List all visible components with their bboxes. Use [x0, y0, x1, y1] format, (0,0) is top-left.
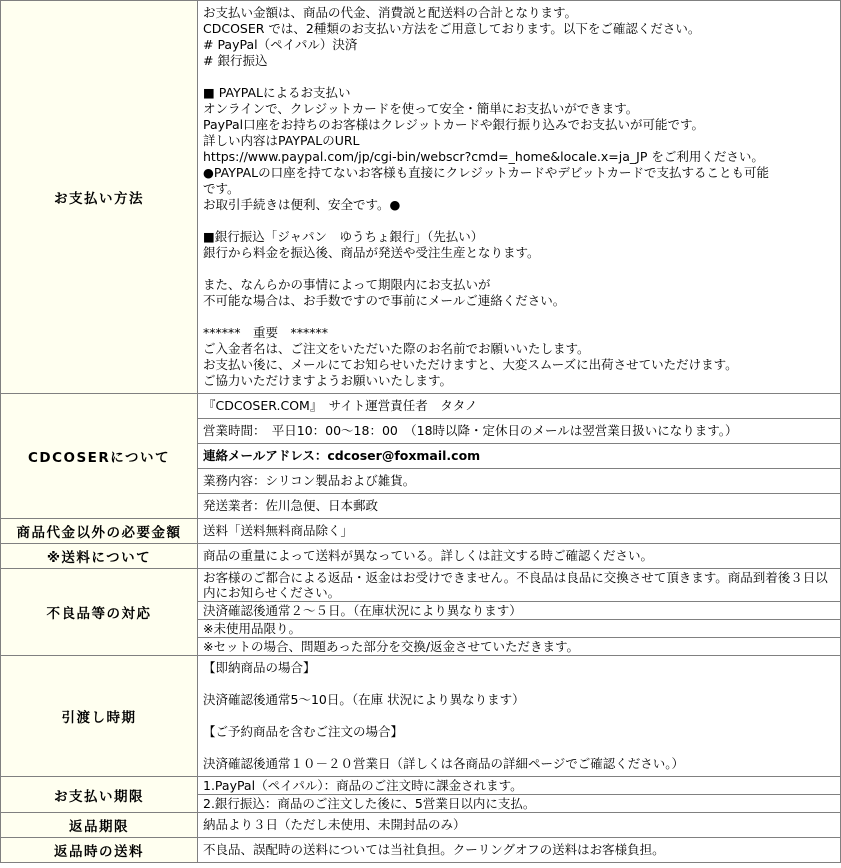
- text-line: ご入金者名は、ご注文をいただいた際のお名前でお願いいたします。: [203, 341, 590, 356]
- defective-goods-content: [198, 569, 840, 655]
- about-row-shipping-carriers: 発送業者：佐川急便、日本郵政: [203, 498, 379, 513]
- shipping-info-label: ※送料について: [1, 544, 198, 568]
- about-row-business-description: 業務内容：シリコン製品および雑貨。: [198, 469, 840, 494]
- payment-deadline-content: [198, 777, 840, 812]
- payment-deadline-row-bank: 2.銀行振込：商品のご注文した後に、5営業日以内に支払。: [203, 796, 536, 811]
- return-shipping-cost-text: 不良品、誤配時の送料については当社負担。クーリングオフの送料はお客様負担。: [203, 842, 665, 857]
- text-line: 詳しい内容はPAYPALのURL: [203, 133, 360, 148]
- defective-row-unused-only: ※未使用品限り。: [198, 620, 840, 638]
- text-line: ■銀行振込「ジャパン ゆうちょ銀行」（先払い）: [203, 229, 484, 244]
- text-line: ●PAYPALの口座を持てないお客様も直接にクレジットカードやデビットカードで支払することも可能: [203, 165, 770, 180]
- row-payment-method: [1, 1, 840, 393]
- text-line: [203, 309, 835, 325]
- text-line: お支払い金額は、商品の代金、消費説と配送料の合計となります。: [203, 5, 578, 20]
- delivery-time-label: 引渡し時期: [1, 656, 198, 776]
- text-line: お取引手続きは便利、安全です。●: [203, 197, 401, 212]
- row-return-shipping-cost: [1, 837, 840, 862]
- return-deadline-text: 納品より３日（ただし未使用、未開封品のみ）: [203, 817, 466, 832]
- text-line: 銀行から料金を振込後、商品が発送や受注生産となります。: [203, 245, 540, 260]
- row-return-deadline: [1, 812, 840, 837]
- about-shop-content: [198, 394, 840, 518]
- text-line: ご協力いただけますようお願いいたします。: [203, 373, 453, 388]
- about-row-contact-email: 連絡メールアドレス：cdcoser@foxmail.com: [198, 444, 840, 469]
- text-line: です。: [203, 181, 240, 196]
- row-delivery-time: [1, 655, 840, 776]
- payment-deadline-row-paypal: 1.PayPal（ペイパル）：商品のご注文時に課金されます。: [198, 777, 840, 795]
- text-line: [203, 708, 835, 724]
- defective-goods-label: 不良品等の対応: [1, 569, 198, 655]
- shipping-info-text: 商品の重量によって送料が異なっている。詳しくは註文する時ご確認ください。: [203, 548, 654, 563]
- text-line: [203, 676, 835, 692]
- text-line: 【ご予約商品を含むご注文の場合】: [203, 724, 404, 739]
- row-shipping-info: [1, 543, 840, 568]
- text-line: 不可能な場合は、お手数ですので事前にメールご連絡ください。: [203, 293, 566, 308]
- text-line: # PayPal（ペイパル）決済: [203, 37, 358, 52]
- defective-row-set-exchange: ※セットの場合、問題あった部分を交換/返金させていただきます。: [203, 639, 580, 654]
- text-line: 決済確認後通常5～10日。（在庫 状況により異なります）: [203, 692, 525, 707]
- row-about-shop: [1, 393, 840, 518]
- text-line: 決済確認後通常１０－２０営業日（詳しくは各商品の詳細ページでご確認ください。）: [203, 756, 685, 771]
- about-shop-label: CDCOSERについて: [1, 394, 198, 518]
- text-line: [203, 740, 835, 756]
- extra-fees-text: 送料「送料無料商品除く」: [203, 523, 354, 538]
- text-line: [203, 261, 835, 277]
- row-defective-goods: [1, 568, 840, 655]
- return-shipping-cost-label: 返品時の送料: [1, 838, 198, 862]
- text-line: [203, 213, 835, 229]
- payment-method-content: [198, 1, 840, 393]
- defective-row-policy: お客様のご都合による返品・返金はお受けできません。不良品は良品に交換させて頂きます。商品到着後３日以内にお知らせください。: [198, 569, 840, 602]
- text-line: PayPal口座をお持ちのお客様はクレジットカードや銀行振り込みでお支払いが可能です。: [203, 117, 704, 132]
- payment-method-label: お支払い方法: [1, 1, 198, 393]
- text-line: また、なんらかの事情によって期限内にお支払いが: [203, 277, 491, 292]
- row-payment-deadline: [1, 776, 840, 812]
- text-line: CDCOSER では、2種類のお支払い方法をご用意しております。以下をご確認ください。: [203, 21, 701, 36]
- text-line: 【即納商品の場合】: [203, 660, 316, 675]
- payment-deadline-label: お支払い期限: [1, 777, 198, 812]
- text-line: https://www.paypal.com/jp/cgi-bin/webscr?cmd=_home&locale.x=ja_JP をご利用ください。: [203, 149, 764, 164]
- row-extra-fees: [1, 518, 840, 543]
- text-line: # 銀行振込: [203, 53, 268, 68]
- text-line: ****** 重要 ******: [203, 325, 329, 340]
- text-line: ■ PAYPALによるお支払い: [203, 85, 351, 100]
- about-row-site-operator: 『CDCOSER.COM』 サイト運営責任者 タタノ: [198, 394, 840, 419]
- extra-fees-label: 商品代金以外の必要金額: [1, 519, 198, 543]
- text-line: オンラインで、クレジットカードを使って安全・簡単にお支払いができます。: [203, 101, 639, 116]
- return-deadline-label: 返品期限: [1, 813, 198, 837]
- defective-row-settlement-days: 決済確認後通常２～５日。（在庫状況により異なります）: [198, 602, 840, 620]
- about-row-business-hours: 営業時間： 平日10：00～18：00 （18時以降・定休日のメールは翌営業日扱いになります。）: [198, 419, 840, 444]
- delivery-time-content: [198, 656, 840, 776]
- text-line: お支払い後に、メールにてお知らせいただけますと、大変スムーズに出荷させていただけます。: [203, 357, 738, 372]
- text-line: [203, 69, 835, 85]
